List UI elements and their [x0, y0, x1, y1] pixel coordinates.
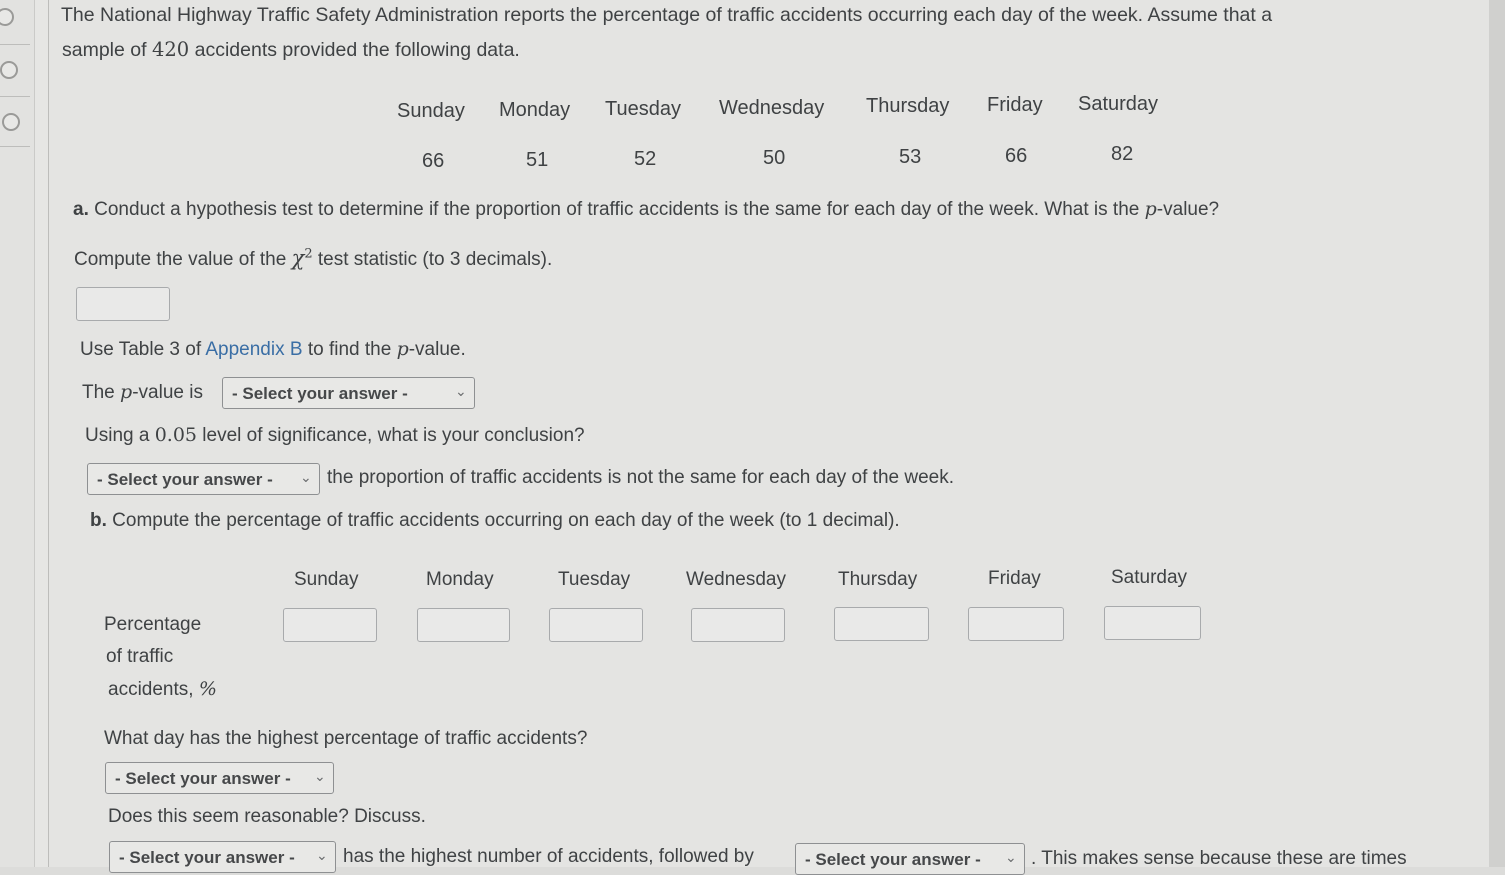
- radio-icon[interactable]: [0, 61, 18, 79]
- day-header: Monday: [499, 99, 571, 121]
- day-header: Sunday: [294, 569, 359, 590]
- day-header: Friday: [988, 568, 1041, 589]
- day-header: Friday: [987, 94, 1043, 116]
- day-header: Tuesday: [558, 569, 631, 590]
- reasonable-question: Does this seem reasonable? Discuss.: [108, 806, 426, 827]
- percentage-input-monday[interactable]: [417, 608, 510, 642]
- day-count: 51: [526, 149, 549, 171]
- radio-icon[interactable]: [0, 8, 14, 26]
- divider: [0, 44, 30, 45]
- intro-line-1: The National Highway Traffic Safety Administration reports the percentage of traffic accidents occurring each day of the week. Assume that a: [61, 4, 1273, 26]
- day-header: Thursday: [838, 569, 918, 590]
- p-value-select[interactable]: - Select your answer - ⌄: [222, 377, 475, 409]
- question-content: [48, 0, 1489, 867]
- percentage-input-saturday[interactable]: [1104, 606, 1201, 640]
- part-a-question: a. Conduct a hypothesis test to determine if the proportion of traffic accidents is the same for each day of the week. What is the p-value?: [73, 198, 1220, 220]
- p-value-label: The p-value is: [82, 381, 203, 403]
- day-count: 66: [1005, 145, 1028, 167]
- divider: [0, 146, 30, 147]
- day-count: 52: [634, 148, 657, 170]
- day-count: 82: [1111, 143, 1134, 165]
- discuss-select-1[interactable]: - Select your answer - ⌄: [109, 841, 336, 873]
- percentage-input-tuesday[interactable]: [549, 608, 643, 642]
- percentage-input-wednesday[interactable]: [691, 608, 785, 642]
- conclusion-select[interactable]: - Select your answer - ⌄: [87, 463, 320, 495]
- window-edge: [1489, 0, 1505, 867]
- day-header: Thursday: [866, 95, 950, 117]
- row-label: accidents, %: [108, 678, 217, 700]
- chi-square-input[interactable]: [76, 287, 170, 321]
- chevron-down-icon: ⌄: [300, 469, 312, 485]
- divider: [0, 96, 30, 97]
- day-count: 50: [763, 147, 786, 169]
- chevron-down-icon: ⌄: [316, 847, 328, 863]
- percentage-input-sunday[interactable]: [283, 608, 377, 642]
- day-header: Wednesday: [719, 97, 825, 119]
- radio-icon[interactable]: [2, 113, 20, 131]
- part-b-question: b. Compute the percentage of traffic accidents occurring on each day of the week (to 1 decimal).: [90, 510, 900, 531]
- day-header: Tuesday: [605, 98, 681, 120]
- conclusion-text: the proportion of traffic accidents is not the same for each day of the week.: [327, 467, 954, 488]
- day-count: 66: [422, 150, 445, 172]
- day-header: Monday: [426, 569, 494, 590]
- day-header: Wednesday: [686, 569, 786, 590]
- percentage-input-friday[interactable]: [968, 607, 1064, 641]
- intro-line-2: sample of 420 accidents provided the following data.: [62, 38, 520, 61]
- highest-day-question: What day has the highest percentage of traffic accidents?: [104, 728, 588, 749]
- discuss-mid-text: has the highest number of accidents, followed by: [343, 846, 754, 867]
- day-count: 53: [899, 146, 922, 168]
- discuss-end-text: . This makes sense because these are times: [1031, 848, 1407, 869]
- question-nav-rail: [0, 0, 34, 867]
- chevron-down-icon: ⌄: [314, 768, 326, 784]
- chi-square-prompt: Compute the value of the $\chi^2$ test statistic (to 3 decimals).: [74, 246, 553, 270]
- row-label: of traffic: [106, 646, 174, 667]
- discuss-select-2[interactable]: - Select your answer - ⌄: [795, 843, 1025, 875]
- day-header: Saturday: [1078, 93, 1159, 115]
- appendix-b-link[interactable]: Appendix B: [205, 339, 303, 360]
- use-table-instruction: Use Table 3 of Appendix B to find the p-value.: [80, 338, 466, 360]
- highest-day-select[interactable]: - Select your answer - ⌄: [105, 762, 334, 794]
- significance-question: Using a 0.05 level of significance, what is your conclusion?: [85, 424, 585, 446]
- chevron-down-icon: ⌄: [1005, 849, 1017, 865]
- day-header: Sunday: [397, 100, 465, 122]
- percentage-input-thursday[interactable]: [834, 607, 929, 641]
- chevron-down-icon: ⌄: [455, 383, 467, 399]
- day-header: Saturday: [1111, 567, 1188, 588]
- row-label: Percentage: [104, 614, 202, 635]
